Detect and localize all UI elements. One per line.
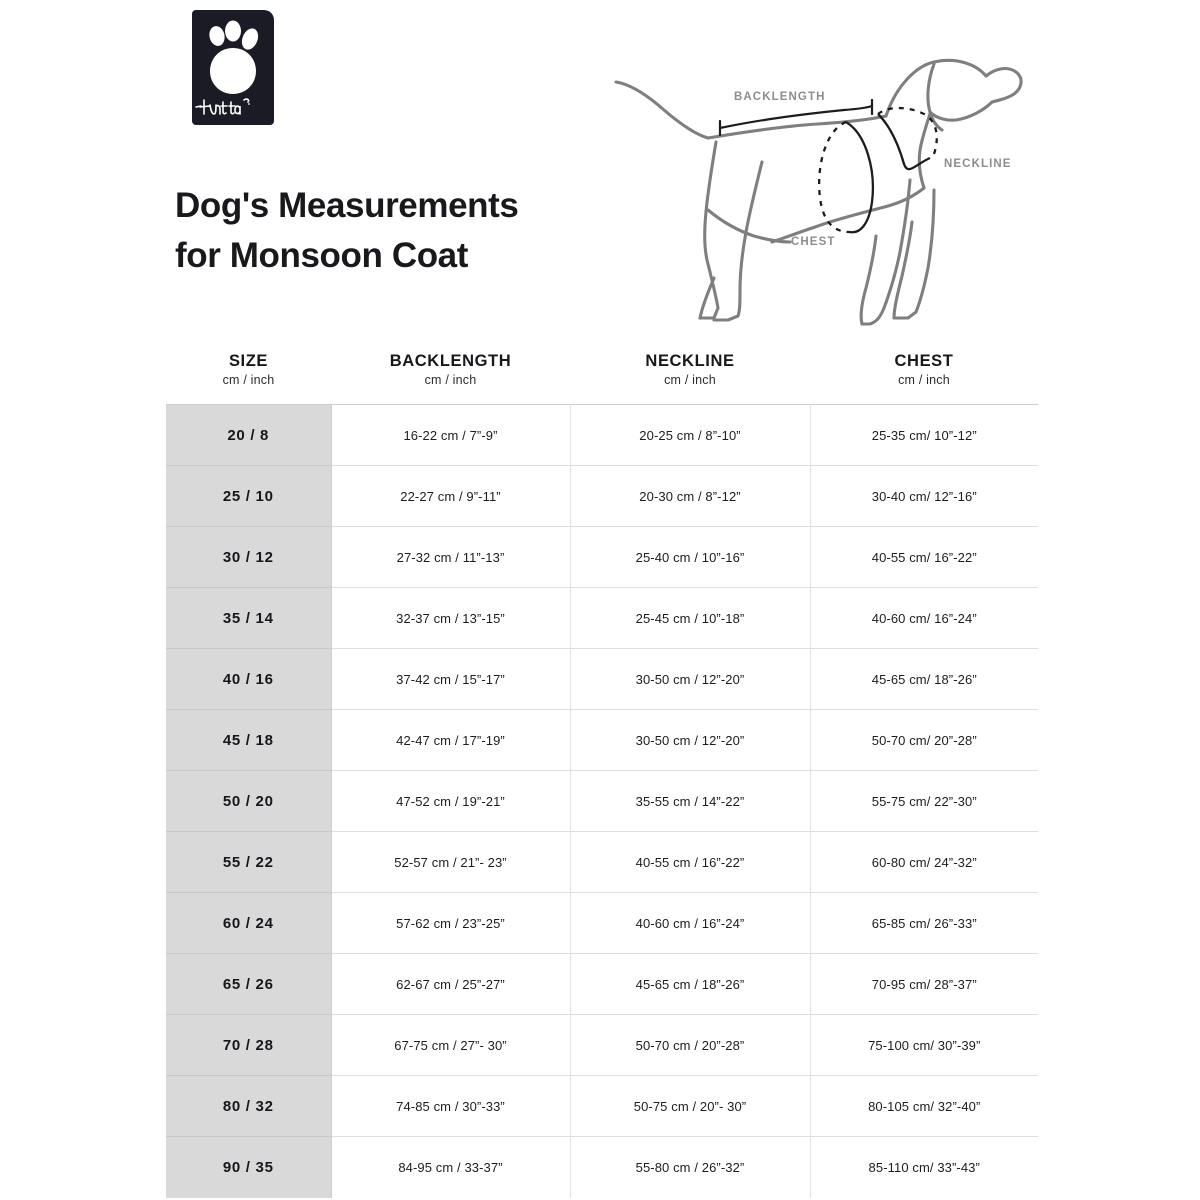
size-chart-table [166,352,1038,1198]
column-header-neckline-label: NECKLINE [645,352,735,370]
cell-size: 80 / 32 [166,1076,331,1137]
cell-neckline: 35-55 cm / 14”-22” [570,771,810,832]
cell-backlength: 62-67 cm / 25”-27” [331,954,570,1015]
column-header-backlength-unit: cm / inch [424,373,477,388]
size-chart-container [166,352,1038,1198]
cell-chest: 40-55 cm/ 16”-22” [810,527,1038,588]
cell-chest: 85-110 cm/ 33”-43” [810,1137,1038,1198]
cell-size: 45 / 18 [166,710,331,771]
table-row [166,405,1038,466]
dog-neck-front [919,114,930,188]
cell-neckline: 25-40 cm / 10”-16” [570,527,810,588]
cell-size: 55 / 22 [166,832,331,893]
dog-measurement-diagram [604,40,1054,330]
cell-size: 60 / 24 [166,893,331,954]
cell-chest: 70-95 cm/ 28”-37” [810,954,1038,1015]
cell-chest: 80-105 cm/ 32”-40” [810,1076,1038,1137]
cell-neckline: 30-50 cm / 12”-20” [570,710,810,771]
cell-size: 35 / 14 [166,588,331,649]
diagram-label-backlength: BACKLENGTH [734,91,826,103]
cell-backlength: 74-85 cm / 30”-33” [331,1076,570,1137]
cell-size: 50 / 20 [166,771,331,832]
paw-toe-left [208,25,227,48]
cell-neckline: 50-75 cm / 20”- 30” [570,1076,810,1137]
cell-chest: 55-75 cm/ 22”-30” [810,771,1038,832]
table-row [166,588,1038,649]
cell-neckline: 20-25 cm / 8”-10” [570,405,810,466]
cell-chest: 25-35 cm/ 10”-12” [810,405,1038,466]
page-title-line2: for Monsoon Coat [175,236,468,276]
cell-chest: 65-85 cm/ 26”-33” [810,893,1038,954]
column-header-chest [810,352,1038,405]
column-header-backlength-label: BACKLENGTH [389,352,512,370]
cell-neckline: 50-70 cm / 20”-28” [570,1015,810,1076]
table-body [166,405,1038,1198]
dog-hind-leg-far [714,162,762,320]
cell-backlength: 32-37 cm / 13”-15” [331,588,570,649]
dog-front-paw-near [861,236,876,324]
cell-size: 70 / 28 [166,1015,331,1076]
cell-chest: 60-80 cm/ 24”-32” [810,832,1038,893]
cell-backlength: 57-62 cm / 23”-25” [331,893,570,954]
table-row [166,649,1038,710]
diagram-label-neckline: NECKLINE [944,158,1012,170]
column-header-backlength [331,352,570,405]
cell-backlength: 47-52 cm / 19”-21” [331,771,570,832]
cell-backlength: 52-57 cm / 21”- 23” [331,832,570,893]
table-row [166,771,1038,832]
cell-neckline: 55-80 cm / 26”-32” [570,1137,810,1198]
column-header-neckline-unit: cm / inch [664,373,716,388]
hurtta-wordmark [192,94,274,122]
cell-neckline: 45-65 cm / 18”-26” [570,954,810,1015]
table-row [166,710,1038,771]
table-header [166,352,1038,405]
cell-size: 20 / 8 [166,405,331,466]
column-header-chest-label: CHEST [894,352,954,370]
cell-size: 65 / 26 [166,954,331,1015]
table-row [166,1015,1038,1076]
dog-belly [772,188,924,242]
paw-toe-middle [225,21,241,42]
table-row [166,527,1038,588]
paw-toe-right [239,26,261,52]
cell-neckline: 40-55 cm / 16”-22” [570,832,810,893]
cell-neckline: 40-60 cm / 16”-24” [570,893,810,954]
cell-backlength: 67-75 cm / 27”- 30” [331,1015,570,1076]
cell-backlength: 84-95 cm / 33-37” [331,1137,570,1198]
cell-size: 25 / 10 [166,466,331,527]
column-header-size [166,352,331,405]
chest-girth-dashed [819,122,850,232]
cell-chest: 40-60 cm/ 16”-24” [810,588,1038,649]
table-row [166,1076,1038,1137]
dog-muzzle [930,102,992,120]
paw-pad [210,48,256,94]
cell-backlength: 42-47 cm / 17”-19” [331,710,570,771]
cell-size: 90 / 35 [166,1137,331,1198]
cell-chest: 45-65 cm/ 18”-26” [810,649,1038,710]
column-header-chest-unit: cm / inch [898,373,950,388]
hurtta-logo [192,10,274,125]
cell-size: 30 / 12 [166,527,331,588]
table-row [166,832,1038,893]
table-row [166,466,1038,527]
page-title-line1: Dog's Measurements [175,186,519,226]
dog-hind-paw-near [700,278,714,318]
diagram-label-chest: CHEST [791,236,836,248]
cell-size: 40 / 16 [166,649,331,710]
column-header-size-unit: cm / inch [222,373,275,388]
table-row [166,1137,1038,1198]
column-header-neckline [570,352,810,405]
cell-neckline: 20-30 cm / 8”-12” [570,466,810,527]
cell-backlength: 37-42 cm / 15”-17” [331,649,570,710]
cell-neckline: 25-45 cm / 10”-18” [570,588,810,649]
page-title [175,181,645,280]
table-row [166,954,1038,1015]
cell-neckline: 30-50 cm / 12”-20” [570,649,810,710]
cell-backlength: 22-27 cm / 9”-11” [331,466,570,527]
dog-tail [616,82,708,138]
cell-backlength: 27-32 cm / 11”-13” [331,527,570,588]
cell-chest: 30-40 cm/ 12”-16” [810,466,1038,527]
cell-chest: 75-100 cm/ 30”-39” [810,1015,1038,1076]
column-header-size-label: SIZE [228,352,269,370]
header-row [166,352,1038,405]
table-row [166,893,1038,954]
dog-head-top [886,60,1021,116]
cell-backlength: 16-22 cm / 7”-9” [331,405,570,466]
cell-chest: 50-70 cm/ 20”-28” [810,710,1038,771]
